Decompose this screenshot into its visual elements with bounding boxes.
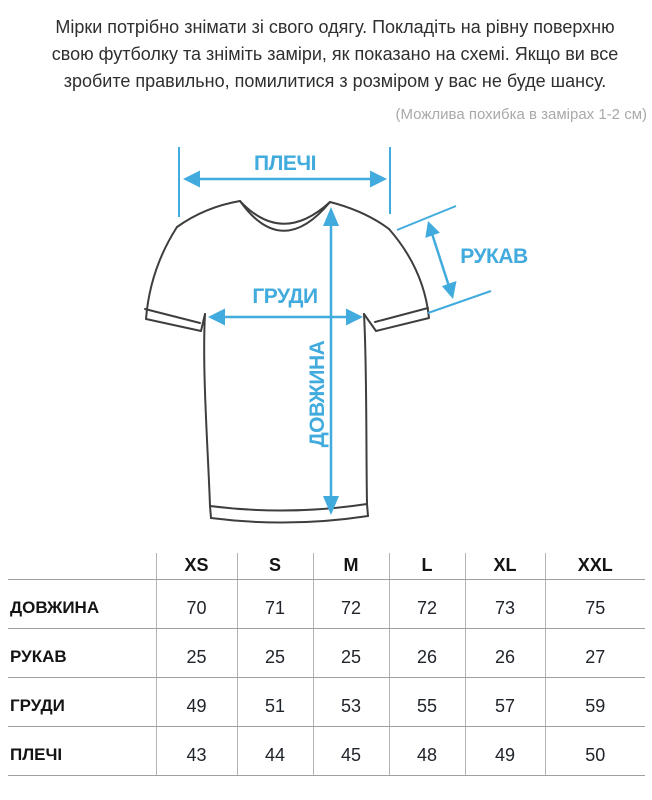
collar-inner-curve: [240, 201, 330, 231]
table-row-sleeve: [8, 628, 645, 677]
row-label: ДОВЖИНА: [8, 579, 156, 628]
corner-cell: [8, 553, 156, 579]
table-row-shoulders: [8, 726, 645, 775]
right-torso-side: [364, 314, 368, 516]
chest-label: ГРУДИ: [252, 285, 318, 308]
row-label: ГРУДИ: [8, 677, 156, 726]
cell: 44: [237, 726, 313, 775]
collar-outer-curve: [240, 201, 330, 224]
chest-arrowhead-left: [208, 309, 225, 326]
cell: 25: [237, 628, 313, 677]
size-column-header-s: S: [237, 553, 313, 579]
tolerance-note: (Можлива похибка в замірах 1-2 см): [395, 106, 647, 123]
cell: 53: [313, 677, 389, 726]
intro-line: свою футболку та зніміть заміри, як показано на схемі. Якщо ви все: [51, 44, 619, 64]
length-arrowhead-top: [323, 207, 339, 226]
size-column-header-xl: XL: [465, 553, 545, 579]
length-arrowhead-bottom: [323, 496, 339, 515]
cell: 71: [237, 579, 313, 628]
cell: 27: [545, 628, 645, 677]
length-label: ДОВЖИНА: [306, 340, 329, 448]
cell: 59: [545, 677, 645, 726]
hem-bottom-edge: [211, 516, 368, 523]
size-column-header-xxl: XXL: [545, 553, 645, 579]
cell: 49: [156, 677, 237, 726]
cell: 26: [465, 628, 545, 677]
cell: 49: [465, 726, 545, 775]
size-column-header-l: L: [389, 553, 465, 579]
cell: 50: [545, 726, 645, 775]
cell: 72: [389, 579, 465, 628]
table-row-chest: [8, 677, 645, 726]
size-table-header-row: [8, 553, 645, 579]
cell: 26: [389, 628, 465, 677]
shoulders-arrowhead-left: [183, 171, 200, 188]
size-column-header-xs: XS: [156, 553, 237, 579]
hem-seam: [210, 504, 367, 511]
size-table: [8, 553, 645, 776]
sleeve-guide-bottom: [428, 291, 491, 313]
cell: 25: [156, 628, 237, 677]
right-shoulder-seam: [330, 202, 389, 229]
cell: 70: [156, 579, 237, 628]
cell: 72: [313, 579, 389, 628]
cell: 73: [465, 579, 545, 628]
left-shoulder-seam: [177, 201, 240, 227]
cell: 55: [389, 677, 465, 726]
sleeve-label: РУКАВ: [460, 245, 528, 268]
shoulders-label: ПЛЕЧІ: [254, 152, 316, 175]
sleeve-arrow: [431, 230, 451, 291]
chest-arrowhead-right: [346, 309, 363, 326]
row-label: РУКАВ: [8, 628, 156, 677]
left-sleeve: [146, 227, 205, 331]
shoulders-arrowhead-right: [370, 171, 387, 188]
tshirt-outline: [145, 201, 429, 523]
intro-line: зробите правильно, помилитися з розміром у вас не буде шансу.: [63, 71, 607, 91]
cell: 43: [156, 726, 237, 775]
table-row-length: [8, 579, 645, 628]
sleeve-guide-top: [397, 206, 456, 230]
row-label: ПЛЕЧІ: [8, 726, 156, 775]
cell: 57: [465, 677, 545, 726]
tshirt-measurement-diagram: [0, 139, 652, 549]
intro-line: Мірки потрібно знімати зі свого одягу. Покладіть на рівну поверхню: [55, 17, 615, 37]
cell: 45: [313, 726, 389, 775]
cell: 51: [237, 677, 313, 726]
cell: 48: [389, 726, 465, 775]
cell: 25: [313, 628, 389, 677]
cell: 75: [545, 579, 645, 628]
size-column-header-m: M: [313, 553, 389, 579]
sleeve-arrowhead-bottom: [442, 281, 457, 299]
intro-paragraph: [24, 14, 646, 95]
left-torso-side: [204, 314, 211, 518]
